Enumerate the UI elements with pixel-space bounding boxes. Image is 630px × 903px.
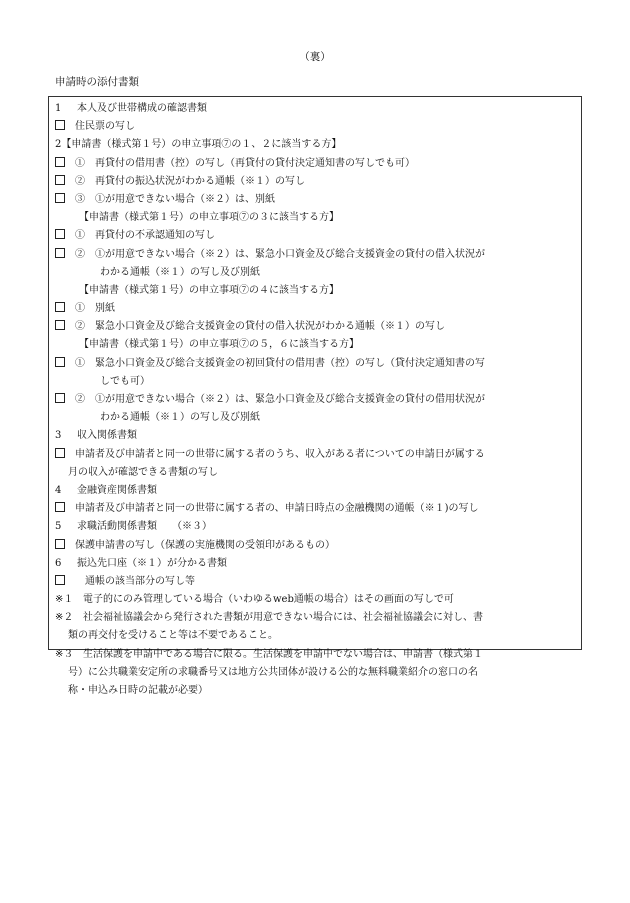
checkbox-square-icon xyxy=(55,448,65,458)
document-line xyxy=(55,609,575,627)
document-line xyxy=(55,246,575,264)
checkbox-square-icon xyxy=(55,539,65,549)
checkbox[interactable] xyxy=(55,355,75,373)
line-text: 求職活動関係書類 （※３） xyxy=(77,521,212,533)
section-title: 申請時の添付書類 xyxy=(55,76,139,88)
document-line xyxy=(55,173,575,191)
document-line xyxy=(55,155,575,173)
line-text: 申請者及び申請者と同一の世帯に属する者のうち、収入がある者についての申請日が属する xyxy=(75,448,485,460)
checkbox[interactable] xyxy=(55,246,75,264)
line-text: ① 再貸付の不承認通知の写し xyxy=(75,230,215,242)
checkbox[interactable] xyxy=(55,500,75,518)
line-text: 【申請書（様式第１号）の申立事項⑦の５，６に該当する方】 xyxy=(79,339,359,351)
document-line xyxy=(55,355,575,373)
checkbox-square-icon xyxy=(55,357,65,367)
document-line xyxy=(55,336,575,354)
checkbox[interactable] xyxy=(55,191,75,209)
section-number: 3 xyxy=(55,430,62,442)
section-number: 4 xyxy=(55,484,62,496)
document-line xyxy=(55,446,575,464)
document-line xyxy=(55,682,575,700)
document-line xyxy=(55,391,575,409)
line-text: わかる通帳（※１）の写し及び別紙 xyxy=(100,266,260,278)
line-text: 【申請書（様式第１号）の申立事項⑦の４に該当する方】 xyxy=(79,284,339,296)
line-text: 月の収入が確認できる書類の写し xyxy=(68,466,218,478)
line-text: ③ ①が用意できない場合（※２）は、別紙 xyxy=(75,193,275,205)
document-line xyxy=(55,537,575,555)
checkbox[interactable] xyxy=(55,227,75,245)
document-line xyxy=(55,464,575,482)
line-text: 本人及び世帯構成の確認書類 xyxy=(77,103,207,114)
line-text: 保護申請書の写し（保護の実施機関の受領印があるもの） xyxy=(75,539,335,551)
document-line xyxy=(55,500,575,518)
section-number: 5 xyxy=(55,521,62,533)
checkbox-square-icon xyxy=(55,193,65,203)
line-text: 収入関係書類 xyxy=(77,430,137,442)
document-line xyxy=(55,646,575,664)
document-line xyxy=(55,118,575,136)
document-line xyxy=(55,264,575,282)
note-mark: ※１ xyxy=(55,594,74,606)
document-line xyxy=(55,100,575,118)
document-line xyxy=(55,318,575,336)
checkbox-square-icon xyxy=(55,575,65,585)
document-line xyxy=(55,627,575,645)
document-line xyxy=(55,282,575,300)
checkbox[interactable] xyxy=(55,537,75,555)
line-text: ② ①が用意できない場合（※２）は、緊急小口資金及び総合支援資金の貸付の借入状況が xyxy=(75,248,485,260)
line-text: 振込先口座（※１）が分かる書類 xyxy=(77,557,227,569)
line-text: 電子的にのみ管理している場合（いわゆるweb通帳の場合）はその画面の写しで可 xyxy=(83,594,454,606)
line-text: ② 再貸付の振込状況がわかる通帳（※１）の写し xyxy=(75,175,305,187)
checkbox[interactable] xyxy=(55,391,75,409)
checkbox-square-icon xyxy=(55,302,65,312)
document-line xyxy=(55,555,575,573)
checkbox[interactable] xyxy=(55,173,75,191)
line-text: 号）に公共職業安定所の求職番号又は地方公共団体が設ける公的な無料職業紹介の窓口の名 xyxy=(68,666,478,678)
line-text: 住民票の写し xyxy=(75,121,135,133)
line-text: 通帳の該当部分の写し等 xyxy=(75,575,195,587)
attachment-document-box xyxy=(48,96,582,696)
line-text: ② ①が用意できない場合（※２）は、緊急小口資金及び総合支援資金の貸付の借用状況が xyxy=(75,394,485,405)
note-mark: ※３ xyxy=(55,648,74,660)
line-text: 社会福祉協議会から発行された書類が用意できない場合には、社会福祉協議会に対し、書 xyxy=(83,612,483,624)
line-text: 類の再交付を受けること等は不要であること。 xyxy=(68,630,278,642)
line-text: 生活保護を申請中である場合に限る。生活保護を申請中でない場合は、申請書（様式第１ xyxy=(83,648,483,660)
line-text: 称・申込み日時の記載が必要） xyxy=(68,685,208,696)
checkbox-square-icon xyxy=(55,157,65,167)
checkbox[interactable] xyxy=(55,446,75,464)
document-line xyxy=(55,573,575,591)
document-line xyxy=(55,591,575,609)
document-line xyxy=(55,373,575,391)
line-text: 金融資産関係書類 xyxy=(77,484,157,496)
checkbox[interactable] xyxy=(55,155,75,173)
line-text: ① 再貸付の借用書（控）の写し（再貸付の貸付決定通知書の写しでも可） xyxy=(75,157,415,169)
checkbox[interactable] xyxy=(55,318,75,336)
note-mark: ※２ xyxy=(55,612,74,624)
line-text: 2【申請書（様式第１号）の申立事項⑦の１、２に該当する方】 xyxy=(55,139,342,151)
section-number: 6 xyxy=(55,557,62,569)
document-line xyxy=(55,191,575,209)
document-line xyxy=(55,518,575,536)
checkbox-square-icon xyxy=(55,320,65,330)
checkbox-square-icon xyxy=(55,175,65,185)
line-text: ② 緊急小口資金及び総合支援資金の貸付の借入状況がわかる通帳（※１）の写し xyxy=(75,321,445,333)
checkbox-square-icon xyxy=(55,229,65,239)
section-number: 1 xyxy=(55,103,62,114)
line-text: 【申請書（様式第１号）の申立事項⑦の３に該当する方】 xyxy=(79,212,339,224)
document-line xyxy=(55,209,575,227)
document-line xyxy=(55,300,575,318)
line-text: ① 緊急小口資金及び総合支援資金の初回貸付の借用書（控）の写し（貸付決定通知書の写 xyxy=(75,357,485,369)
line-text: わかる通帳（※１）の写し及び別紙 xyxy=(100,412,260,424)
document-line xyxy=(55,482,575,500)
line-text: しでも可） xyxy=(100,375,150,387)
document-line xyxy=(55,227,575,245)
checkbox-square-icon xyxy=(55,248,65,258)
checkbox-square-icon xyxy=(55,120,65,130)
checkbox[interactable] xyxy=(55,573,75,591)
line-text: ① 別紙 xyxy=(75,303,115,315)
page-title: （裏） xyxy=(299,51,331,63)
checkbox[interactable] xyxy=(55,300,75,318)
document-line xyxy=(55,409,575,427)
document-line xyxy=(55,427,575,445)
checkbox-square-icon xyxy=(55,393,65,403)
checkbox-square-icon xyxy=(55,502,65,512)
checkbox[interactable] xyxy=(55,118,75,136)
line-text: 申請者及び申請者と同一の世帯に属する者の、申請日時点の金融機関の通帳（※１)の写し xyxy=(75,503,479,515)
document-line xyxy=(55,136,575,154)
document-line xyxy=(55,664,575,682)
